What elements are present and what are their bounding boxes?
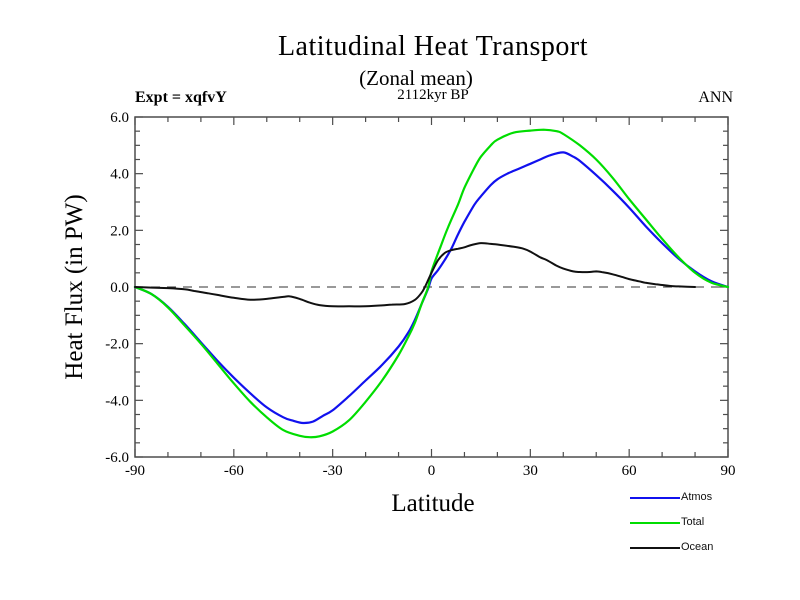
svg-text:-6.0: -6.0 bbox=[105, 450, 129, 466]
svg-text:60: 60 bbox=[621, 463, 637, 479]
svg-text:30: 30 bbox=[522, 463, 538, 479]
legend-label-ocean: Ocean bbox=[681, 541, 714, 553]
svg-text:-2.0: -2.0 bbox=[105, 336, 129, 353]
experiment-label: Expt = xqfvY bbox=[135, 89, 227, 106]
legend-label-total: Total bbox=[681, 516, 705, 528]
svg-text:0: 0 bbox=[427, 463, 436, 479]
svg-text:2.0: 2.0 bbox=[110, 223, 129, 240]
svg-text:0.0: 0.0 bbox=[110, 280, 129, 296]
legend-item-ocean bbox=[630, 542, 713, 553]
svg-text:4.0: 4.0 bbox=[110, 166, 129, 183]
season-label: ANN bbox=[698, 89, 733, 106]
x-axis-label: Latitude bbox=[391, 490, 475, 517]
svg-text:-4.0: -4.0 bbox=[105, 393, 129, 410]
svg-text:90: 90 bbox=[720, 463, 736, 479]
chart-title: Latitudinal Heat Transport bbox=[277, 31, 589, 62]
y-axis-label: Heat Flux (in PW) bbox=[61, 194, 88, 380]
legend-label-atmos: Atmos bbox=[681, 491, 713, 503]
svg-text:-30: -30 bbox=[322, 463, 343, 479]
legend-line-atmos bbox=[630, 497, 680, 499]
legend-line-total bbox=[630, 522, 680, 524]
legend-item-total bbox=[630, 517, 704, 528]
legend-line-ocean bbox=[630, 547, 680, 549]
svg-text:-60: -60 bbox=[223, 463, 244, 479]
svg-text:6.0: 6.0 bbox=[110, 110, 129, 126]
legend-item-atmos bbox=[630, 492, 712, 503]
chart-subtitle-date: 2112kyr BP bbox=[397, 87, 469, 103]
svg-text:-90: -90 bbox=[125, 463, 145, 479]
chart-subtitle: (Zonal mean) bbox=[359, 66, 473, 90]
